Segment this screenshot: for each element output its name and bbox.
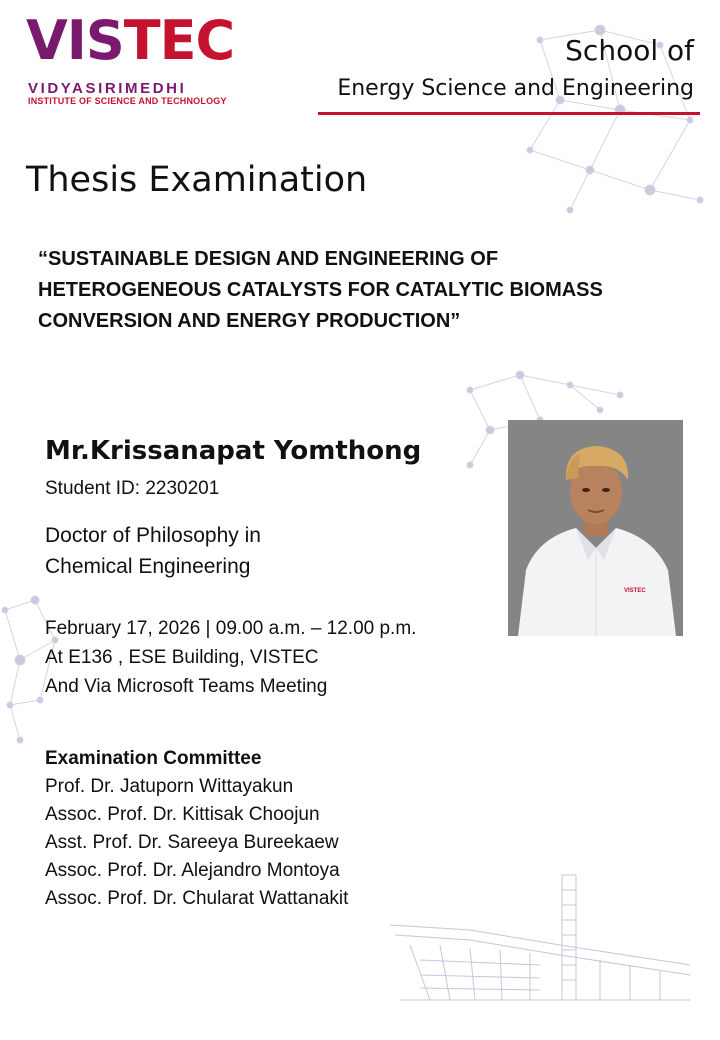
exam-schedule	[45, 614, 416, 701]
degree	[45, 520, 261, 582]
logo-institute-subtitle: INSTITUTE OF SCIENCE AND TECHNOLOGY	[28, 96, 227, 106]
exam-datetime: February 17, 2026 | 09.00 a.m. – 12.00 p.m.	[45, 618, 417, 639]
thesis-title	[38, 244, 678, 337]
student-id: Student ID: 2230201	[45, 478, 220, 499]
page-title: Thesis Examination	[26, 160, 368, 200]
committee-member: Assoc. Prof. Dr. Kittisak Choojun	[45, 804, 320, 825]
committee-member: Assoc. Prof. Dr. Alejandro Montoya	[45, 860, 340, 881]
degree-line1: Doctor of Philosophy in	[45, 524, 261, 547]
candidate-name: Mr.Krissanapat Yomthong	[45, 436, 422, 466]
thesis-title-line: HETEROGENEOUS CATALYSTS FOR CATALYTIC BIOMASS	[38, 279, 603, 301]
logo-wordmark-part-1: VIS	[26, 9, 124, 72]
school-heading-line2: Energy Science and Engineering	[337, 76, 694, 101]
examination-committee	[45, 745, 348, 913]
committee-member: Assoc. Prof. Dr. Chularat Wattanakit	[45, 888, 349, 909]
school-heading-underline	[318, 112, 700, 115]
thesis-title-line: “SUSTAINABLE DESIGN AND ENGINEERING OF	[38, 248, 499, 270]
school-heading-line1: School of	[565, 34, 694, 67]
logo-institute-name: VIDYASIRIMEDHI	[28, 80, 187, 97]
exam-online: And Via Microsoft Teams Meeting	[45, 676, 328, 697]
candidate-photo	[508, 420, 683, 636]
exam-location: At E136 , ESE Building, VISTEC	[45, 647, 319, 668]
building-line-art	[390, 875, 690, 1000]
degree-line2: Chemical Engineering	[45, 555, 251, 578]
committee-heading: Examination Committee	[45, 748, 262, 769]
committee-member: Asst. Prof. Dr. Sareeya Bureekaew	[45, 832, 339, 853]
logo-wordmark-part-2: TEC	[123, 9, 235, 72]
thesis-title-line: CONVERSION AND ENERGY PRODUCTION”	[38, 310, 461, 332]
shirt-logo-text: VISTEC	[624, 588, 646, 594]
vistec-logo-wordmark	[26, 9, 235, 72]
committee-member: Prof. Dr. Jatuporn Wittayakun	[45, 776, 294, 797]
